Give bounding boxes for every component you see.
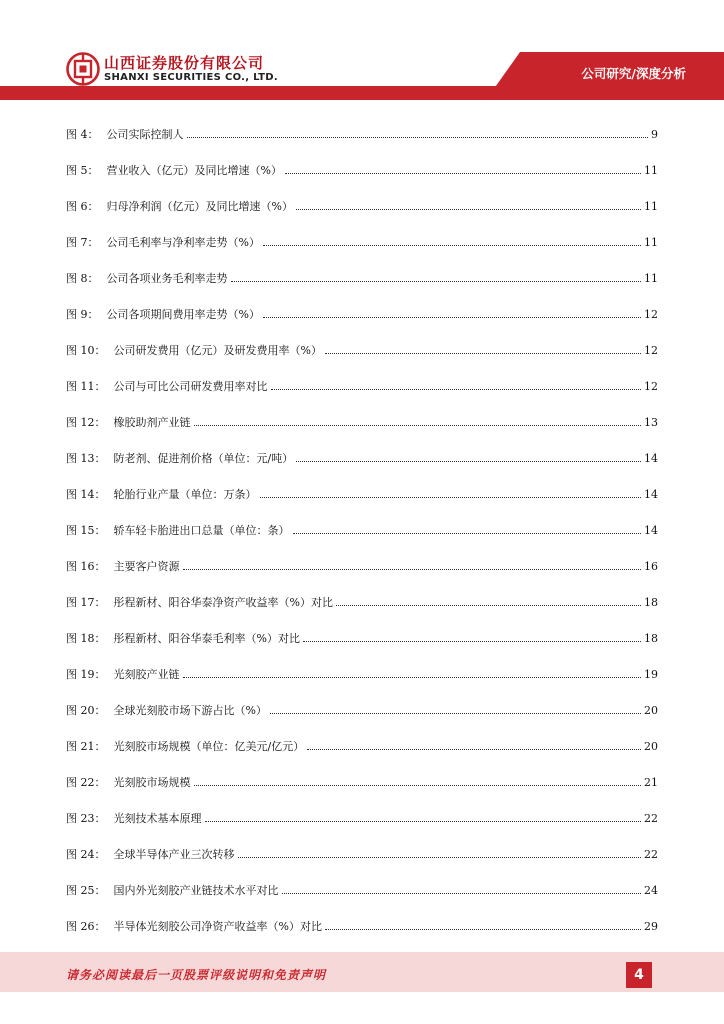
toc-entry-title: 防老剂、促进剂价格（单位：元/吨） [113, 452, 294, 465]
toc-entry-number: 图 11： [66, 380, 106, 393]
toc-entry-title: 光刻胶产业链 [113, 668, 180, 681]
toc-entry[interactable] [66, 368, 658, 404]
toc-entry[interactable] [66, 260, 658, 296]
toc-entry-number: 图 26： [66, 920, 106, 933]
toc-entry-page: 14 [644, 523, 658, 537]
toc-entry-title: 光刻胶市场规模（单位：亿美元/亿元） [113, 740, 305, 753]
toc-leader-dots [263, 316, 641, 318]
toc-entry-number: 图 13： [66, 452, 106, 465]
toc-entry-page: 11 [644, 163, 658, 177]
toc-entry-page: 24 [644, 883, 658, 897]
toc-entry[interactable] [66, 548, 658, 584]
toc-entry-title: 公司各项期间费用率走势（%） [106, 308, 260, 321]
toc-entry-page: 12 [644, 379, 658, 393]
toc-entry-page: 20 [644, 703, 658, 717]
toc-entry-title: 公司与可比公司研发费用率对比 [113, 380, 268, 393]
toc-entry-page: 11 [644, 199, 658, 213]
toc-entry-page: 18 [644, 631, 658, 645]
toc-leader-dots [183, 676, 642, 678]
toc-entry-title: 全球半导体产业三次转移 [113, 848, 235, 861]
toc-entry-number: 图 21： [66, 740, 106, 753]
toc-entry-title: 营业收入（亿元）及同比增速（%） [106, 164, 282, 177]
toc-entry-page: 13 [644, 415, 658, 429]
toc-leader-dots [231, 280, 642, 282]
toc-entry-number: 图 19： [66, 668, 106, 681]
toc-entry-page: 16 [644, 559, 658, 573]
toc-entry-title: 光刻胶市场规模 [113, 776, 191, 789]
toc-entry[interactable] [66, 188, 658, 224]
toc-entry-title: 主要客户资源 [113, 560, 180, 573]
toc-entry[interactable] [66, 476, 658, 512]
toc-entry-number: 图 15： [66, 524, 106, 537]
toc-entry-page: 9 [651, 127, 658, 141]
toc-entry-page: 12 [644, 307, 658, 321]
toc-leader-dots [187, 136, 649, 138]
toc-entry-page: 11 [644, 271, 658, 285]
toc-entry-page: 19 [644, 667, 658, 681]
toc-leader-dots [238, 856, 642, 858]
toc-entry-title: 全球光刻胶市场下游占比（%） [113, 704, 267, 717]
toc-entry[interactable] [66, 224, 658, 260]
toc-entry-number: 图 14： [66, 488, 106, 501]
toc-entry[interactable] [66, 152, 658, 188]
toc-entry-number: 图 6： [66, 200, 99, 213]
toc-entry-title: 橡胶助剂产业链 [113, 416, 191, 429]
toc-entry-page: 14 [644, 451, 658, 465]
toc-entry[interactable] [66, 908, 658, 944]
toc-entry[interactable] [66, 800, 658, 836]
toc-entry-page: 22 [644, 811, 658, 825]
toc-entry-number: 图 5： [66, 164, 99, 177]
toc-leader-dots [296, 208, 641, 210]
toc-entry-number: 图 8： [66, 272, 99, 285]
toc-entry-title: 彤程新材、阳谷华泰毛利率（%）对比 [113, 632, 300, 645]
toc-entry[interactable] [66, 512, 658, 548]
toc-entry-page: 14 [644, 487, 658, 501]
toc-leader-dots [307, 748, 641, 750]
toc-entry[interactable] [66, 116, 658, 152]
toc-entry-number: 图 22： [66, 776, 106, 789]
toc-entry[interactable] [66, 836, 658, 872]
toc-entry-number: 图 20： [66, 704, 106, 717]
toc-leader-dots [194, 784, 642, 786]
toc-entry-number: 图 10： [66, 344, 106, 357]
toc-leader-dots [325, 352, 641, 354]
toc-entry[interactable] [66, 404, 658, 440]
toc-entry-number: 图 9： [66, 308, 99, 321]
toc-leader-dots [282, 892, 642, 894]
toc-leader-dots [194, 424, 642, 426]
toc-entry-number: 图 17： [66, 596, 106, 609]
toc-entry-number: 图 24： [66, 848, 106, 861]
toc-leader-dots [271, 388, 642, 390]
company-name-en: SHANXI SECURITIES CO., LTD. [104, 72, 278, 83]
toc-entry-title: 国内外光刻胶产业链技术水平对比 [113, 884, 279, 897]
toc-entry-page: 18 [644, 595, 658, 609]
toc-entry-page: 29 [644, 919, 658, 933]
page-number: 4 [626, 962, 652, 988]
toc-entry[interactable] [66, 584, 658, 620]
company-name-cn: 山西证券股份有限公司 [104, 54, 265, 72]
toc-entry-number: 图 23： [66, 812, 106, 825]
toc-entry-title: 彤程新材、阳谷华泰净资产收益率（%）对比 [113, 596, 333, 609]
toc-entry-title: 公司毛利率与净利率走势（%） [106, 236, 260, 249]
toc-entry[interactable] [66, 332, 658, 368]
toc-leader-dots [303, 640, 641, 642]
toc-entry[interactable] [66, 656, 658, 692]
toc-leader-dots [293, 532, 642, 534]
toc-leader-dots [263, 244, 641, 246]
toc-entry[interactable] [66, 692, 658, 728]
toc-entry-number: 图 7： [66, 236, 99, 249]
toc-entry-title: 光刻技术基本原理 [113, 812, 202, 825]
toc-entry-title: 归母净利润（亿元）及同比增速（%） [106, 200, 293, 213]
toc-entry-title: 公司实际控制人 [106, 128, 184, 141]
toc-leader-dots [285, 172, 641, 174]
toc-entry-number: 图 25： [66, 884, 106, 897]
toc-entry-title: 半导体光刻胶公司净资产收益率（%）对比 [113, 920, 322, 933]
toc-entry-title: 公司研发费用（亿元）及研发费用率（%） [113, 344, 322, 357]
toc-entry[interactable] [66, 728, 658, 764]
toc-leader-dots [270, 712, 641, 714]
toc-entry-page: 12 [644, 343, 658, 357]
toc-entry-number: 图 18： [66, 632, 106, 645]
toc-leader-dots [205, 820, 642, 822]
toc-entry-title: 公司各项业务毛利率走势 [106, 272, 228, 285]
toc-leader-dots [296, 460, 641, 462]
toc-entry-number: 图 16： [66, 560, 106, 573]
toc-entry-number: 图 4： [66, 128, 99, 141]
toc-entry[interactable] [66, 620, 658, 656]
disclaimer-text: 请务必阅读最后一页股票评级说明和免责声明 [66, 968, 327, 982]
toc-entry-page: 20 [644, 739, 658, 753]
toc-entry-page: 22 [644, 847, 658, 861]
section-label: 公司研究/深度分析 [581, 66, 686, 81]
toc-entry[interactable] [66, 764, 658, 800]
toc-entry-title: 轿车轻卡胎进出口总量（单位：条） [113, 524, 290, 537]
shanxi-securities-logo-icon [66, 52, 100, 86]
toc-entry-number: 图 12： [66, 416, 106, 429]
toc-leader-dots [260, 496, 642, 498]
figure-table-of-contents [66, 116, 658, 944]
toc-leader-dots [325, 928, 641, 930]
toc-entry-page: 11 [644, 235, 658, 249]
toc-entry[interactable] [66, 296, 658, 332]
page-header [0, 0, 724, 100]
toc-entry[interactable] [66, 872, 658, 908]
toc-leader-dots [183, 568, 642, 570]
toc-entry[interactable] [66, 440, 658, 476]
toc-leader-dots [336, 604, 641, 606]
toc-entry-title: 轮胎行业产量（单位：万条） [113, 488, 257, 501]
toc-entry-page: 21 [644, 775, 658, 789]
